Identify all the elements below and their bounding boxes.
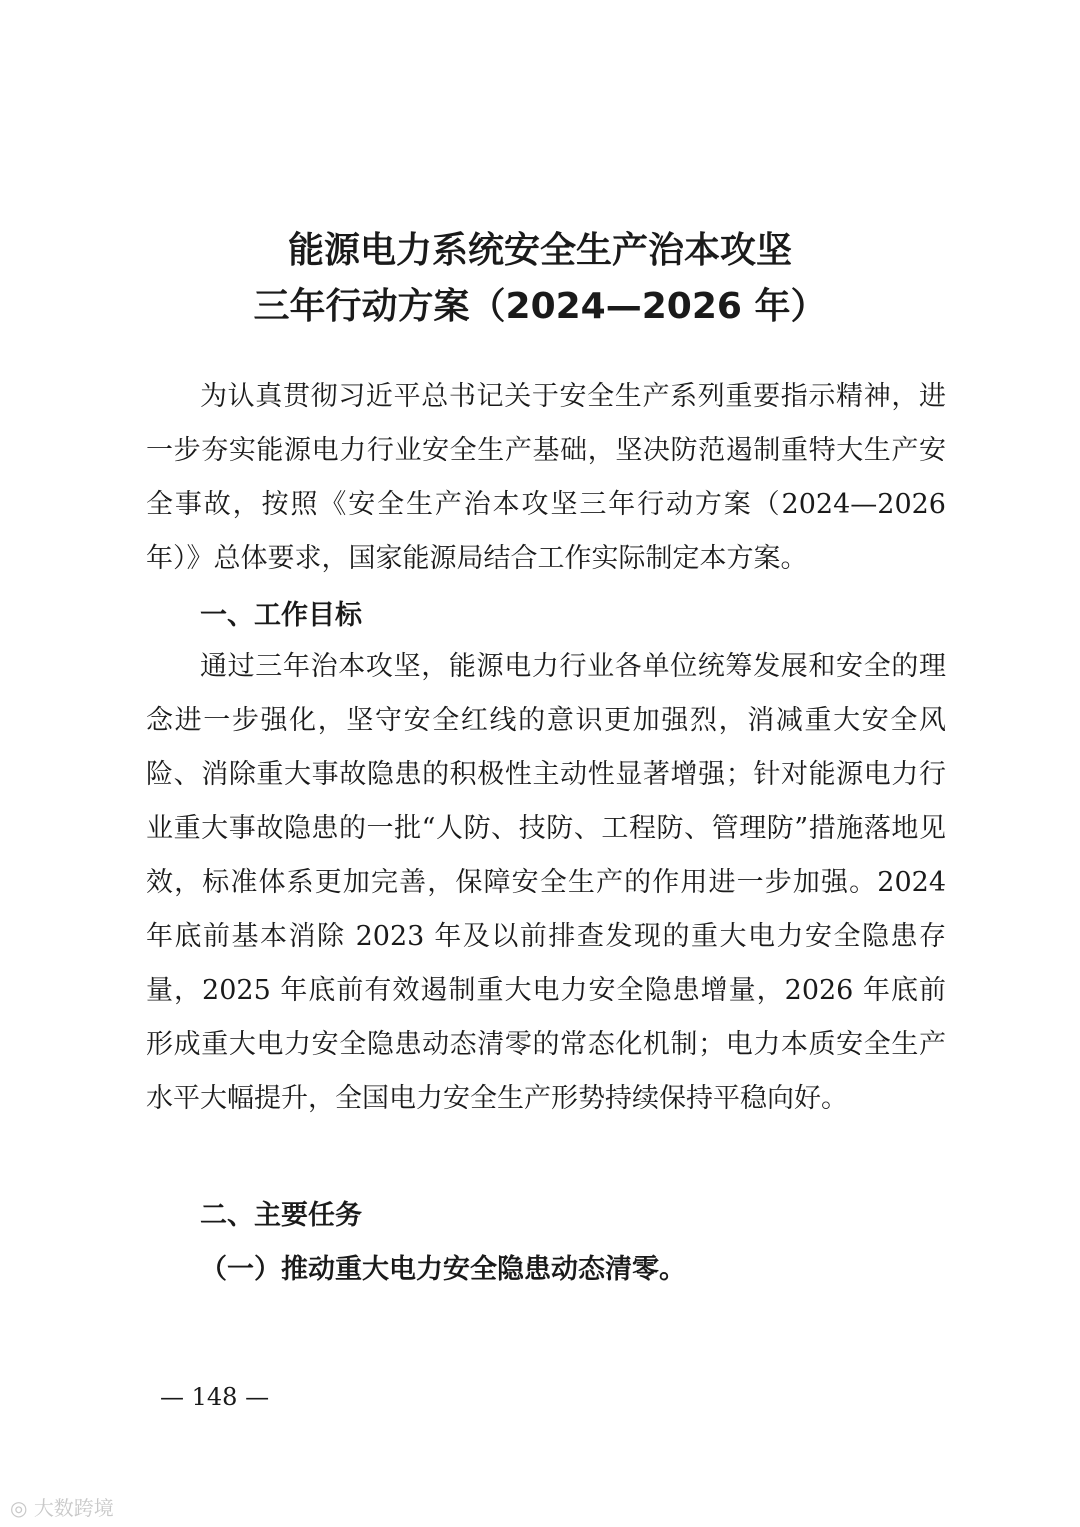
watermark-logo-icon: ◎ bbox=[10, 1496, 28, 1520]
section-heading-goals: 一、工作目标 bbox=[200, 600, 362, 631]
subsection-heading-hazards: （一）推动重大电力安全隐患动态清零。 bbox=[200, 1254, 686, 1285]
page-number: — 148 — bbox=[160, 1383, 270, 1411]
goals-paragraph: 通过三年治本攻坚，能源电力行业各单位统筹发展和安全的理念进一步强化，坚守安全红线的意识更加强烈，消减重大安全风险、消除重大事故隐患的积极性主动性显著增强；针对能源电力行业重大事故隐患的一批“人防、技防、工程防、管理防”措施落地见效，标准体系更加完善，保障安全生产的作用进一步加强。2024 年底前基本消除 2023 年及以前排查发现的重大电力安全隐患存量，2025 年底前有效遏制重大电力安全隐患增量，2026 年底前形成重大电力安全隐患动态清零的常态化机制；电力本质安全生产水平大幅提升，全国电力安全生产形势持续保持平稳向好。 bbox=[146, 651, 946, 1114]
watermark bbox=[10, 1492, 114, 1521]
section-heading-tasks: 二、主要任务 bbox=[200, 1200, 362, 1231]
watermark-text: 大数跨境 bbox=[33, 1496, 114, 1520]
document-title-line-1: 能源电力系统安全生产治本攻坚 bbox=[287, 230, 792, 271]
intro-paragraph: 为认真贯彻习近平总书记关于安全生产系列重要指示精神，进一步夯实能源电力行业安全生产基础，坚决防范遏制重特大生产安全事故，按照《安全生产治本攻坚三年行动方案（2024—2026 年）》总体要求，国家能源局结合工作实际制定本方案。 bbox=[146, 381, 946, 574]
document-title-line-2: 三年行动方案（2024—2026 年） bbox=[253, 286, 827, 327]
